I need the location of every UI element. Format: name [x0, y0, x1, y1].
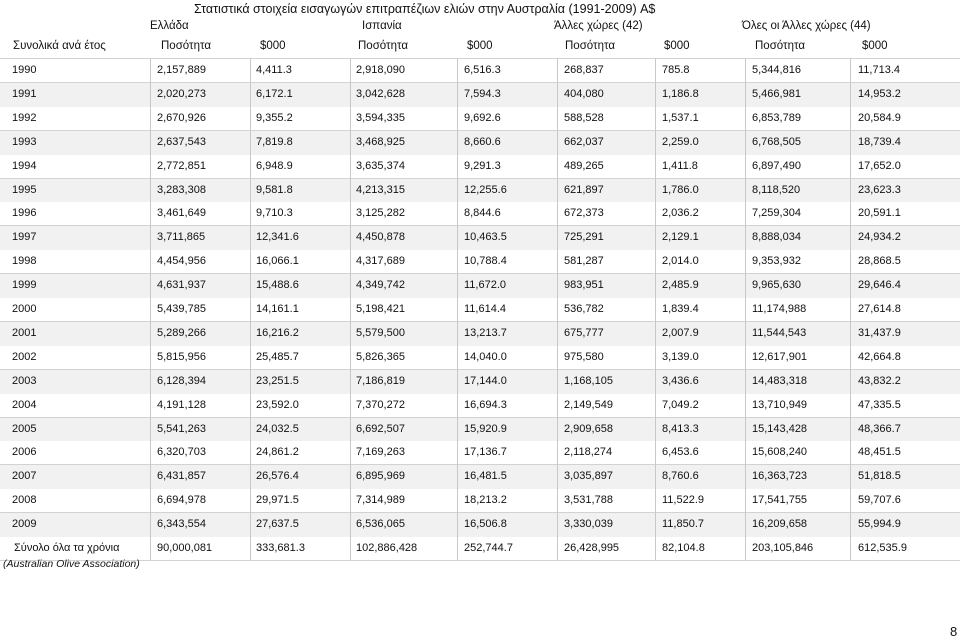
value-cell: 975,580	[564, 350, 604, 363]
value-cell: 2,772,851	[157, 159, 206, 172]
value-cell: 9,581.8	[256, 183, 293, 196]
table-row	[0, 131, 960, 155]
year-cell: 1996	[12, 207, 37, 220]
value-cell: 3,125,282	[356, 207, 405, 220]
value-cell: 7,819.8	[256, 135, 293, 148]
value-cell: 14,483,318	[752, 374, 808, 387]
value-cell: 43,832.2	[858, 374, 901, 387]
total-label: Σύνολο όλα τα χρόνια	[14, 542, 120, 554]
table-row	[0, 489, 960, 513]
value-cell: 3,042,628	[356, 87, 405, 100]
value-cell: 2,014.0	[662, 255, 699, 268]
column-header-quantity: Ποσότητα	[161, 40, 211, 52]
value-cell: 4,450,878	[356, 231, 405, 244]
value-cell: 7,314,989	[356, 494, 405, 507]
value-cell: 3,035,897	[564, 470, 613, 483]
value-cell: 4,317,689	[356, 255, 405, 268]
value-cell: 12,617,901	[752, 350, 808, 363]
table-title: Στατιστικά στοιχεία εισαγωγών επιτραπέζιων ελιών στην Αυστραλία (1991-2009) A$	[194, 2, 656, 16]
value-cell: 3,461,649	[157, 207, 206, 220]
table-row	[0, 179, 960, 203]
value-cell: 2,259.0	[662, 135, 699, 148]
value-cell: 25,485.7	[256, 350, 299, 363]
value-cell: 3,531,788	[564, 494, 613, 507]
value-cell: 3,330,039	[564, 518, 613, 531]
value-cell: 8,760.6	[662, 470, 699, 483]
value-cell: 27,614.8	[858, 303, 901, 315]
value-cell: 6,692,507	[356, 422, 405, 435]
value-cell: 9,710.3	[256, 207, 293, 220]
value-cell: 23,592.0	[256, 398, 299, 411]
year-cell: 2003	[12, 374, 37, 387]
value-cell: 14,953.2	[858, 87, 901, 100]
group-header-other-countries-42: Άλλες χώρες (42)	[554, 20, 643, 32]
year-cell: 2006	[12, 446, 37, 459]
value-cell: 672,373	[564, 207, 604, 220]
value-cell: 28,868.5	[858, 255, 901, 268]
value-cell: 536,782	[564, 303, 604, 315]
value-cell: 4,349,742	[356, 279, 405, 292]
table-row	[0, 441, 960, 465]
value-cell: 26,428,995	[564, 542, 620, 554]
column-header-year: Συνολικά ανά έτος	[13, 40, 106, 52]
value-cell: 24,032.5	[256, 422, 299, 435]
value-cell: 2,157,889	[157, 64, 206, 76]
value-cell: 29,971.5	[256, 494, 299, 507]
table-row	[0, 370, 960, 394]
value-cell: 102,886,428	[356, 542, 418, 554]
column-header-quantity: Ποσότητα	[358, 40, 408, 52]
value-cell: 3,436.6	[662, 374, 699, 387]
column-divider	[150, 58, 151, 560]
value-cell: 16,363,723	[752, 470, 808, 483]
year-cell: 1991	[12, 87, 37, 100]
value-cell: 2,670,926	[157, 111, 206, 124]
value-cell: 6,536,065	[356, 518, 405, 531]
value-cell: 3,711,865	[157, 231, 206, 244]
value-cell: 27,637.5	[256, 518, 299, 531]
column-header-value: $000	[260, 40, 286, 52]
value-cell: 18,213.2	[464, 494, 507, 507]
value-cell: 7,594.3	[464, 87, 501, 100]
value-cell: 5,541,263	[157, 422, 206, 435]
year-cell: 2000	[12, 303, 37, 315]
table-row	[0, 202, 960, 226]
value-cell: 11,522.9	[662, 494, 705, 507]
value-cell: 3,635,374	[356, 159, 405, 172]
column-divider	[350, 58, 351, 560]
value-cell: 588,528	[564, 111, 604, 124]
column-header-quantity: Ποσότητα	[565, 40, 615, 52]
value-cell: 13,710,949	[752, 398, 808, 411]
value-cell: 1,537.1	[662, 111, 699, 124]
value-cell: 3,594,335	[356, 111, 405, 124]
value-cell: 7,259,304	[752, 207, 801, 220]
value-cell: 16,066.1	[256, 255, 299, 268]
value-cell: 5,826,365	[356, 350, 405, 363]
value-cell: 42,664.8	[858, 350, 901, 363]
table-row	[0, 322, 960, 346]
value-cell: 7,049.2	[662, 398, 699, 411]
value-cell: 7,370,272	[356, 398, 405, 411]
value-cell: 82,104.8	[662, 542, 705, 554]
value-cell: 6,431,857	[157, 470, 206, 483]
column-divider	[557, 58, 558, 560]
value-cell: 31,437.9	[858, 326, 901, 339]
column-divider	[850, 58, 851, 560]
value-cell: 4,631,937	[157, 279, 206, 292]
value-cell: 1,168,105	[564, 374, 613, 387]
value-cell: 16,694.3	[464, 398, 507, 411]
value-cell: 3,283,308	[157, 183, 206, 196]
column-header-value: $000	[467, 40, 493, 52]
table-row	[0, 394, 960, 418]
value-cell: 59,707.6	[858, 494, 901, 507]
value-cell: 8,844.6	[464, 207, 501, 220]
value-cell: 6,853,789	[752, 111, 801, 124]
table-row	[0, 298, 960, 322]
value-cell: 90,000,081	[157, 542, 213, 554]
value-cell: 2,637,543	[157, 135, 206, 148]
value-cell: 13,213.7	[464, 326, 507, 339]
value-cell: 11,713.4	[858, 64, 901, 76]
table-row	[0, 226, 960, 250]
column-divider	[655, 58, 656, 560]
value-cell: 4,191,128	[157, 398, 206, 411]
year-cell: 1998	[12, 255, 37, 268]
value-cell: 26,576.4	[256, 470, 299, 483]
value-cell: 9,355.2	[256, 111, 293, 124]
value-cell: 2,118,274	[564, 446, 613, 459]
year-cell: 2001	[12, 326, 37, 339]
value-cell: 8,888,034	[752, 231, 801, 244]
value-cell: 17,136.7	[464, 446, 507, 459]
value-cell: 1,786.0	[662, 183, 699, 196]
value-cell: 11,174,988	[752, 303, 807, 315]
table-row	[0, 155, 960, 179]
value-cell: 983,951	[564, 279, 604, 292]
column-header-value: $000	[664, 40, 690, 52]
value-cell: 12,341.6	[256, 231, 299, 244]
value-cell: 662,037	[564, 135, 604, 148]
column-divider	[457, 58, 458, 560]
value-cell: 7,169,263	[356, 446, 405, 459]
value-cell: 23,251.5	[256, 374, 299, 387]
value-cell: 11,850.7	[662, 518, 705, 531]
value-cell: 785.8	[662, 64, 690, 76]
value-cell: 2,485.9	[662, 279, 699, 292]
table-row	[0, 346, 960, 370]
value-cell: 14,040.0	[464, 350, 507, 363]
table-row	[0, 513, 960, 537]
value-cell: 16,506.8	[464, 518, 507, 531]
table-row	[0, 107, 960, 131]
year-cell: 2007	[12, 470, 37, 483]
value-cell: 9,291.3	[464, 159, 501, 172]
group-header-all-other-countries-44: Όλες οι Άλλες χώρες (44)	[742, 20, 871, 32]
value-cell: 6,128,394	[157, 374, 206, 387]
value-cell: 15,488.6	[256, 279, 299, 292]
value-cell: 612,535.9	[858, 542, 907, 554]
value-cell: 2,129.1	[662, 231, 699, 244]
value-cell: 1,186.8	[662, 87, 699, 100]
column-header-value: $000	[862, 40, 888, 52]
value-cell: 17,652.0	[858, 159, 901, 172]
value-cell: 268,837	[564, 64, 604, 76]
value-cell: 11,544,543	[752, 326, 807, 339]
value-cell: 55,994.9	[858, 518, 901, 531]
value-cell: 2,020,273	[157, 87, 206, 100]
table-row	[0, 250, 960, 274]
value-cell: 11,614.4	[464, 303, 507, 315]
year-cell: 1999	[12, 279, 37, 292]
value-cell: 16,216.2	[256, 326, 299, 339]
year-cell: 2009	[12, 518, 37, 531]
value-cell: 6,897,490	[752, 159, 801, 172]
value-cell: 5,344,816	[752, 64, 801, 76]
value-cell: 16,481.5	[464, 470, 507, 483]
value-cell: 48,366.7	[858, 422, 901, 435]
value-cell: 2,149,549	[564, 398, 613, 411]
value-cell: 15,608,240	[752, 446, 808, 459]
year-cell: 1997	[12, 231, 37, 244]
value-cell: 24,934.2	[858, 231, 901, 244]
value-cell: 29,646.4	[858, 279, 901, 292]
value-cell: 6,320,703	[157, 446, 206, 459]
value-cell: 12,255.6	[464, 183, 507, 196]
value-cell: 581,287	[564, 255, 604, 268]
table-row	[0, 418, 960, 442]
table-row	[0, 465, 960, 489]
column-header-quantity: Ποσότητα	[755, 40, 805, 52]
value-cell: 2,909,658	[564, 422, 613, 435]
value-cell: 333,681.3	[256, 542, 305, 554]
value-cell: 9,965,630	[752, 279, 801, 292]
year-cell: 1993	[12, 135, 37, 148]
value-cell: 47,335.5	[858, 398, 901, 411]
value-cell: 1,411.8	[662, 159, 698, 172]
value-cell: 4,213,315	[356, 183, 405, 196]
value-cell: 23,623.3	[858, 183, 901, 196]
total-row	[0, 537, 960, 561]
year-cell: 1990	[12, 64, 37, 76]
group-header-spain: Ισπανία	[362, 20, 402, 32]
value-cell: 6,694,978	[157, 494, 206, 507]
value-cell: 7,186,819	[356, 374, 405, 387]
value-cell: 10,788.4	[464, 255, 507, 268]
value-cell: 8,118,520	[752, 183, 801, 196]
value-cell: 5,289,266	[157, 326, 206, 339]
value-cell: 6,453.6	[662, 446, 699, 459]
value-cell: 3,139.0	[662, 350, 699, 363]
value-cell: 15,143,428	[752, 422, 808, 435]
value-cell: 6,948.9	[256, 159, 293, 172]
value-cell: 11,672.0	[464, 279, 507, 292]
value-cell: 6,895,969	[356, 470, 405, 483]
value-cell: 4,454,956	[157, 255, 206, 268]
year-cell: 1995	[12, 183, 37, 196]
value-cell: 8,413.3	[662, 422, 699, 435]
value-cell: 203,105,846	[752, 542, 814, 554]
value-cell: 5,439,785	[157, 303, 206, 315]
year-cell: 2004	[12, 398, 37, 411]
value-cell: 16,209,658	[752, 518, 808, 531]
table-row	[0, 274, 960, 298]
value-cell: 9,692.6	[464, 111, 501, 124]
value-cell: 17,541,755	[752, 494, 808, 507]
table-row	[0, 83, 960, 107]
value-cell: 51,818.5	[858, 470, 901, 483]
year-cell: 1992	[12, 111, 37, 124]
value-cell: 18,739.4	[858, 135, 901, 148]
value-cell: 675,777	[564, 326, 604, 339]
value-cell: 6,516.3	[464, 64, 501, 76]
year-cell: 2005	[12, 422, 37, 435]
value-cell: 489,265	[564, 159, 604, 172]
value-cell: 5,815,956	[157, 350, 206, 363]
value-cell: 1,839.4	[662, 303, 699, 315]
value-cell: 15,920.9	[464, 422, 507, 435]
source-note: (Australian Olive Association)	[3, 558, 140, 570]
value-cell: 24,861.2	[256, 446, 299, 459]
value-cell: 252,744.7	[464, 542, 513, 554]
value-cell: 48,451.5	[858, 446, 901, 459]
value-cell: 10,463.5	[464, 231, 507, 244]
value-cell: 621,897	[564, 183, 604, 196]
year-cell: 2002	[12, 350, 37, 363]
year-cell: 1994	[12, 159, 37, 172]
value-cell: 6,768,505	[752, 135, 801, 148]
year-cell: 2008	[12, 494, 37, 507]
value-cell: 8,660.6	[464, 135, 501, 148]
value-cell: 6,343,554	[157, 518, 206, 531]
value-cell: 2,918,090	[356, 64, 405, 76]
value-cell: 9,353,932	[752, 255, 801, 268]
value-cell: 725,291	[564, 231, 604, 244]
group-header-greece: Ελλάδα	[150, 20, 189, 32]
value-cell: 6,172.1	[256, 87, 293, 100]
column-divider	[745, 58, 746, 560]
value-cell: 5,579,500	[356, 326, 405, 339]
value-cell: 20,591.1	[858, 207, 901, 220]
value-cell: 3,468,925	[356, 135, 405, 148]
value-cell: 5,198,421	[356, 303, 405, 315]
column-divider	[250, 58, 251, 560]
value-cell: 2,036.2	[662, 207, 699, 220]
value-cell: 17,144.0	[464, 374, 507, 387]
table-row	[0, 59, 960, 83]
value-cell: 404,080	[564, 87, 604, 100]
value-cell: 2,007.9	[662, 326, 699, 339]
value-cell: 14,161.1	[256, 303, 299, 315]
value-cell: 20,584.9	[858, 111, 901, 124]
value-cell: 5,466,981	[752, 87, 801, 100]
value-cell: 4,411.3	[256, 64, 292, 76]
page-number: 8	[950, 624, 958, 639]
